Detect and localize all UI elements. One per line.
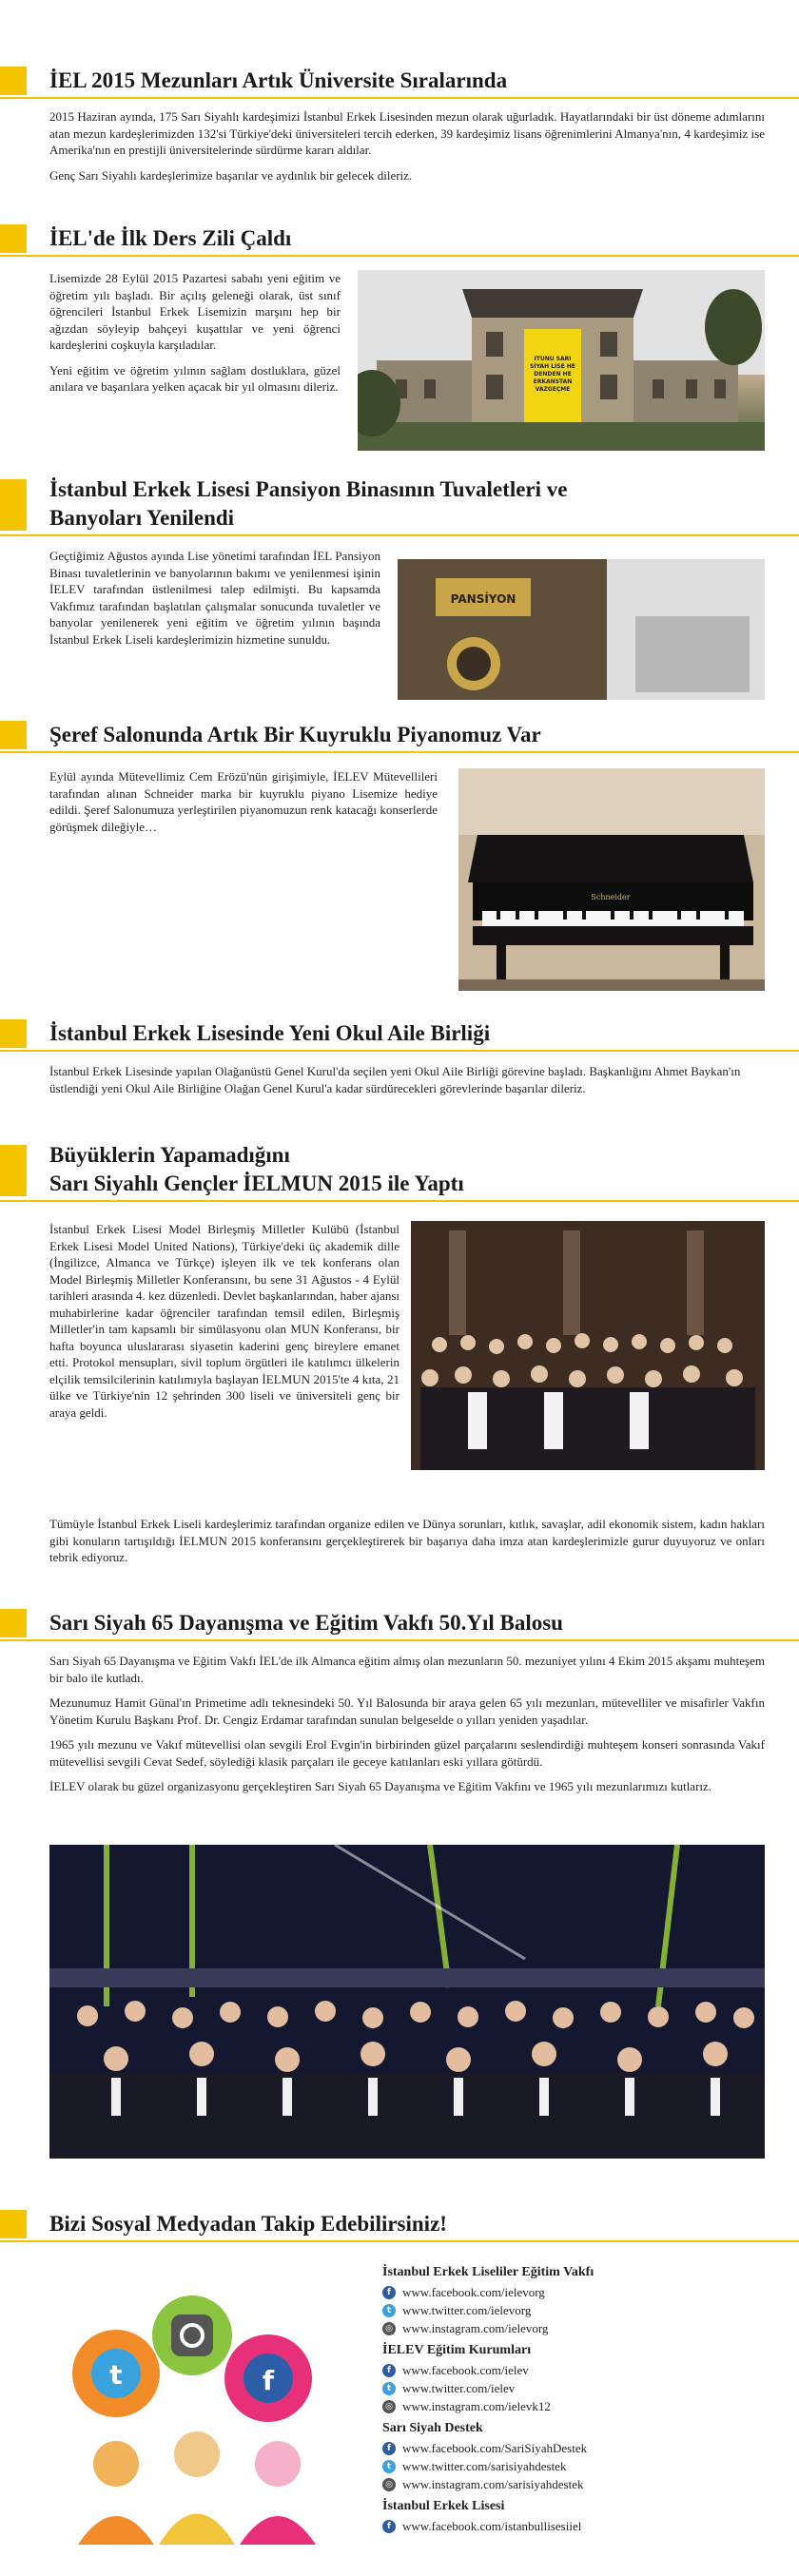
header-underline bbox=[0, 751, 799, 753]
paragraph: Lisemizde 28 Eylül 2015 Pazartesi sabahı yeni eğitim ve öğretim yılı başladı. Bir açılış geleneği olarak, üst sınıf öğrencileri İstanbul Erkek Lisemizin marşını hep bir ağızdan söyleyip bahçeyi kuşattılar ve yeni öğrenci kardeşlerini coşkuyla karşıladılar. bbox=[49, 271, 341, 352]
section-header bbox=[0, 474, 799, 536]
social-link[interactable] bbox=[382, 2475, 594, 2493]
section-title: Bizi Sosyal Medyadan Takip Edebilirsiniz! bbox=[49, 2212, 447, 2236]
social-link[interactable] bbox=[382, 2457, 594, 2475]
section-header bbox=[0, 1014, 799, 1052]
social-link-url[interactable]: www.facebook.com/istanbullisesiiel bbox=[402, 2518, 582, 2533]
social-link-url[interactable]: www.facebook.com/ielev bbox=[402, 2362, 529, 2377]
social-link[interactable] bbox=[382, 2319, 594, 2337]
social-org-name: İELEV Eğitim Kurumları bbox=[382, 2343, 532, 2357]
social-org-name: İstanbul Erkek Liseliler Eğitim Vakfı bbox=[382, 2265, 594, 2279]
section-ielmun bbox=[0, 1139, 799, 1564]
school-building-photo bbox=[358, 270, 765, 451]
section-title: İEL'de İlk Ders Zili Çaldı bbox=[49, 226, 292, 250]
header-accent-bar bbox=[0, 224, 27, 253]
paragraph: İELEV olarak bu güzel organizasyonu gerçekleştiren Sarı Siyah 65 Dayanışma ve Eğitim Vakfını ve 1965 yılı mezunlarımızı kutlarız. bbox=[49, 1779, 712, 1793]
social-link[interactable] bbox=[382, 2379, 594, 2397]
pansiyon-sign-text: PANSİYON bbox=[450, 592, 516, 606]
piano-brand-text: Schneider bbox=[591, 893, 631, 901]
instagram-icon bbox=[171, 2315, 213, 2356]
social-link-url[interactable]: www.instagram.com/ielevk12 bbox=[402, 2398, 551, 2413]
facebook-icon: f bbox=[382, 2442, 396, 2455]
header-accent-bar bbox=[0, 2210, 27, 2238]
social-link-url[interactable]: www.facebook.com/SariSiyahDestek bbox=[402, 2440, 588, 2455]
paragraph: Sarı Siyah 65 Dayanışma ve Eğitim Vakfı İEL'de ilk Almanca eğitim almış olan mezunların 50. mezuniyet yılını 4 Ekim 2015 akşamı muhteşem bir balo ile kutladı. bbox=[49, 1654, 765, 1685]
instagram-icon: ◎ bbox=[382, 2322, 396, 2335]
section-dormitory bbox=[0, 474, 799, 647]
social-org-name: Sarı Siyah Destek bbox=[382, 2421, 483, 2435]
header-accent-bar bbox=[0, 67, 27, 95]
ball-group-photo bbox=[49, 1845, 765, 2159]
social-links-list bbox=[382, 2259, 594, 2535]
twitter-icon: t bbox=[382, 2382, 396, 2395]
section-header bbox=[0, 715, 799, 753]
header-underline bbox=[0, 1050, 799, 1052]
section-graduates bbox=[0, 61, 799, 183]
paragraph: Tümüyle İstanbul Erkek Liseli kardeşlerimiz tarafından organize edilen ve Dünya sorunları, kıtlık, savaşlar, adil ekonomik sistem, kadın hakları gibi konuların tartışıldığı İELMUN 2015 konferansını gerçekleştirerek bir başarıya daha imza atan kardeşlerimizle gurur duyuyoruz ve onları tebrik ediyoruz. bbox=[49, 1517, 765, 1564]
person-pink bbox=[255, 2441, 301, 2487]
social-link[interactable] bbox=[382, 2439, 594, 2457]
banner-text: İTÜNÜ SARI SİYAH LİSE HE DENDEN HE ERKANSTAN VAZGEÇME bbox=[530, 356, 575, 393]
header-accent-bar bbox=[0, 479, 27, 531]
twitter-icon: t bbox=[382, 2304, 396, 2317]
social-link-url[interactable]: www.twitter.com/ielev bbox=[402, 2380, 516, 2395]
group-photo-illustration bbox=[411, 1221, 765, 1470]
section-title: İEL 2015 Mezunları Artık Üniversite Sıralarında bbox=[49, 68, 508, 92]
svg-text:t: t bbox=[109, 2359, 123, 2391]
person-orange bbox=[93, 2441, 139, 2487]
dormitory-illustration bbox=[398, 559, 765, 700]
paragraph: 2015 Haziran ayında, 175 Sarı Siyahlı kardeşimizi İstanbul Erkek Lisesinden mezun olarak uğurladık. Hayatlarındaki bir üst döneme adımlarını atan mezun kardeşlerimizden 132'si Türkiye'deki üniversiteleri tercih ederken, 39 kardeşimiz lisans öğrenimlerini Almanya'nın, 4 kardeşimiz ise Amerika'nın en prestijli üniversitelerinde sürdürme kararı aldılar. bbox=[49, 109, 765, 157]
section-first-bell bbox=[0, 219, 799, 394]
svg-text:f: f bbox=[262, 2365, 275, 2396]
paragraph: Yeni eğitim ve öğretim yılının sağlam dostluklara, güzel anılara ve başarılara yelken açacak bir yıl olmasını dileriz. bbox=[49, 362, 341, 394]
header-underline bbox=[0, 534, 799, 536]
person-yellow bbox=[174, 2431, 220, 2477]
header-accent-bar bbox=[0, 1019, 27, 1048]
social-link-url[interactable]: www.twitter.com/ielevorg bbox=[402, 2302, 532, 2317]
section-header bbox=[0, 1139, 799, 1202]
social-link[interactable] bbox=[382, 2517, 594, 2535]
dormitory-sign-photo bbox=[398, 559, 765, 700]
section-social-media bbox=[0, 2204, 799, 2533]
section-title: Büyüklerin Yapamadığını Sarı Siyahlı Gençler İELMUN 2015 ile Yaptı bbox=[49, 1143, 464, 1195]
paragraph: Mezunumuz Hamit Günal'ın Primetime adlı teknesindeki 50. Yıl Balosunda bir araya gelen 65 yılı mezunları, mütevelliler ve misafirler Vakfın Yönetim Kurulu Başkanı Prof. Dr. Cengiz Erdamar tarafından sunulan belgeselde o yılları yeniden yaşadılar. bbox=[49, 1695, 765, 1727]
paragraph: İstanbul Erkek Lisesinde yapılan Olağanüstü Genel Kurul'da seçilen yeni Okul Aile Birliği görevine başladı. Başkanlığını Ahmet Baykan'ın üstlendiği yeni Okul Aile Birliğine Olağan Genel Kurul'a kadar sürdürecekleri görevlerinde başarılar dileriz. bbox=[49, 1064, 741, 1095]
social-org-name: İstanbul Erkek Lisesi bbox=[382, 2499, 505, 2513]
facebook-icon: f bbox=[382, 2520, 396, 2533]
social-link[interactable] bbox=[382, 2361, 594, 2379]
section-title: İstanbul Erkek Lisesinde Yeni Okul Aile Birliği bbox=[49, 1021, 491, 1045]
header-accent-bar bbox=[0, 721, 27, 749]
section-header bbox=[0, 1603, 799, 1641]
section-piano bbox=[0, 715, 799, 901]
header-underline bbox=[0, 255, 799, 257]
section-header bbox=[0, 2204, 799, 2242]
section-title: Şeref Salonunda Artık Bir Kuyruklu Piyanomuz Var bbox=[49, 723, 541, 746]
header-underline bbox=[0, 2240, 799, 2242]
social-link-url[interactable]: www.instagram.com/ielevorg bbox=[402, 2320, 549, 2335]
section-ball bbox=[0, 1603, 799, 1793]
section-parent-union bbox=[0, 1014, 799, 1095]
paragraph: 1965 yılı mezunu ve Vakıf mütevellisi olan sevgili Erol Evgin'in birbirinden güzel parçalarını seslendirdiği muhteşem konseri sonrasında Vakıf mütevellisi sevgili Cevat Sedef, söylediği klasik parçaları ile geceye katılanları eski yıllara götürdü. bbox=[49, 1737, 765, 1769]
social-link[interactable] bbox=[382, 2301, 594, 2319]
school-building-illustration bbox=[358, 270, 765, 451]
social-link-url[interactable]: www.twitter.com/sarisiyahdestek bbox=[402, 2458, 567, 2473]
social-link[interactable] bbox=[382, 2283, 594, 2301]
header-accent-bar bbox=[0, 1145, 27, 1196]
ball-photo-illustration bbox=[49, 1845, 765, 2159]
social-link-url[interactable]: www.facebook.com/ielevorg bbox=[402, 2284, 545, 2299]
social-link[interactable] bbox=[382, 2397, 594, 2415]
header-underline bbox=[0, 1200, 799, 1202]
instagram-icon: ◎ bbox=[382, 2400, 396, 2413]
piano-illustration bbox=[458, 768, 765, 991]
paragraph: Geçtiğimiz Ağustos ayında Lise yönetimi tarafından İEL Pansiyon Binası tuvaletlerinin ve banyolarının bakımı ve yenilenmesi işinin İELEV tarafından üstlenilmesi talep edilmişti. Bu kapsamda Vakfımız tarafından başlatılan çalışmalar sonucunda tuvaletler ve banyolar yenilenerek yeni eğitim ve öğretim yılının başında İstanbul Erkek Liseli kardeşlerimizin hizmetine sunuldu. bbox=[49, 549, 380, 647]
paragraph: Eylül ayında Mütevellimiz Cem Erözü'nün girişimiyle, İELEV Mütevellileri tarafından alınan Schneider marka bir kuyruklu piyano Lisemize hediye edildi. Şeref Salonumuza yerleştirilen piyanomuzun renk katacağı konserlerde görüşmek dileğiyle… bbox=[49, 769, 438, 834]
header-underline bbox=[0, 97, 799, 99]
section-title: İstanbul Erkek Lisesi Pansiyon Binasının Tuvaletleri ve Banyoları Yenilendi bbox=[49, 477, 568, 530]
social-link-url[interactable]: www.instagram.com/sarisiyahdestek bbox=[402, 2476, 584, 2491]
twitter-icon: t bbox=[382, 2460, 396, 2473]
instagram-icon: ◎ bbox=[382, 2478, 396, 2491]
header-accent-bar bbox=[0, 1609, 27, 1637]
piano-photo bbox=[458, 768, 765, 991]
paragraph: İstanbul Erkek Lisesi Model Birleşmiş Milletler Kulübü (İstanbul Erkek Lisesi Model United Nations), Türkiye'deki üç akademik dille (İngilizce, Almanca ve Türkçe) işleyen ilk ve tek konferans olan Model Birleşmiş Milletler Konferansını, bu sene 31 Ağustos - 4 Eylül tarihleri arasında 4. kez düzenledi. Devlet başkanlarından, haber ajansı muhabirlerine kadar öğrenciler tarafından temsil edilen, Birleşmiş Milletler'in tam kapsamlı bir simülasyonu olan MUN Konferansı, bir hafta boyunca uluslararası siyasetin kaderini genç bireylere emanet etti. Protokol mensupları, sivil toplum örgütleri ile katılımcı ülkelerin elçilik temsilcilerinin katılımıyla başlayan İELMUN 2015'te 4 kıta, 21 ülke ve Türkiye'nin 12 şehrinden 300 liseli ve üniversiteli genç bir araya geldi. bbox=[49, 1222, 400, 1420]
ielmun-group-photo bbox=[411, 1221, 765, 1470]
section-title: Sarı Siyah 65 Dayanışma ve Eğitim Vakfı 50.Yıl Balosu bbox=[49, 1611, 563, 1635]
social-media-illustration bbox=[49, 2259, 354, 2564]
header-underline bbox=[0, 1639, 799, 1641]
facebook-icon: f bbox=[382, 2286, 396, 2299]
section-header bbox=[0, 219, 799, 257]
paragraph: Genç Sarı Siyahlı kardeşlerimize başarılar ve aydınlık bir gelecek dileriz. bbox=[49, 167, 413, 183]
facebook-icon: f bbox=[382, 2364, 396, 2377]
social-bubbles-illustration bbox=[49, 2259, 354, 2564]
section-header bbox=[0, 61, 799, 99]
